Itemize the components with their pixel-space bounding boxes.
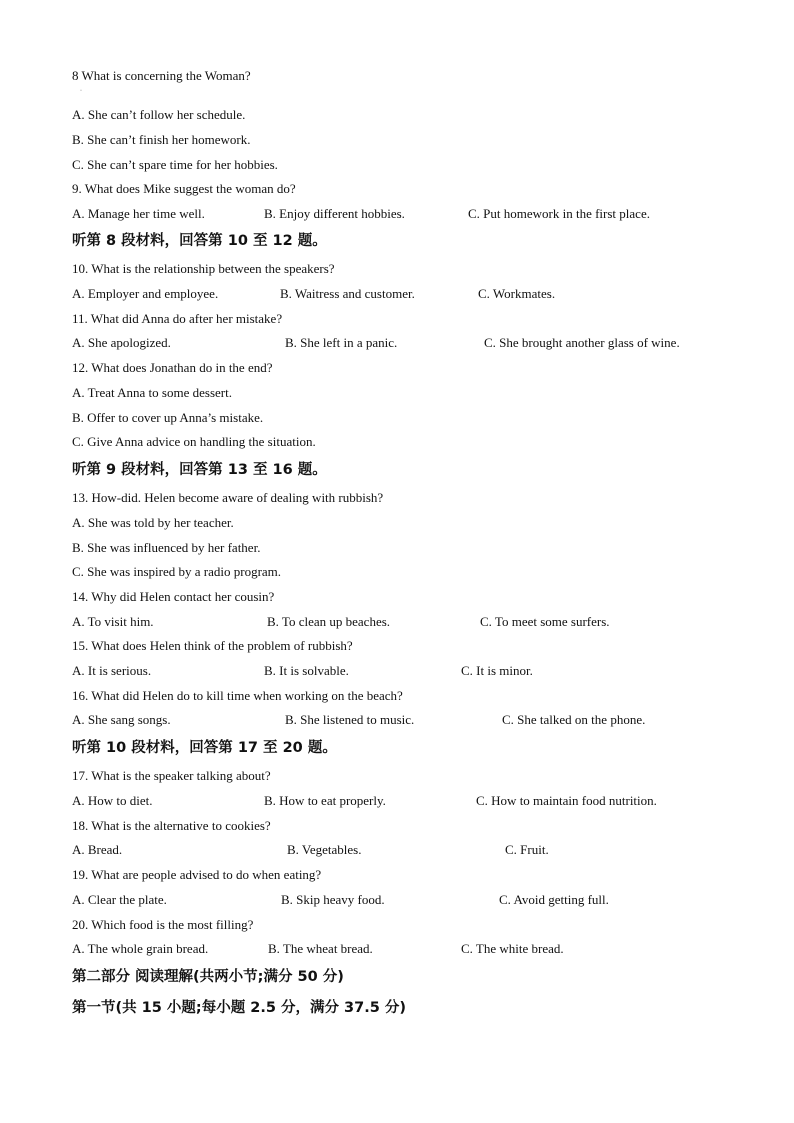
heading-passage-8: 听第 8 段材料，回答第 10 至 12 题。 [72,233,327,249]
question-11: 11. What did Anna do after her mistake? [72,311,283,326]
q14-option-c: C. To meet some surfers. [480,614,610,629]
question-9: 9. What does Mike suggest the woman do? [72,181,296,196]
q16-option-b: B. She listened to music. [285,712,415,727]
question-19: 19. What are people advised to do when eating? [72,867,322,882]
question-18: 18. What is the alternative to cookies? [72,818,271,833]
q8-option-a: A. She can’t follow her schedule. [72,107,246,122]
q17-option-a: A. How to diet. [72,793,153,808]
q12-option-b: B. Offer to cover up Anna’s mistake. [72,410,264,425]
q9-option-c: C. Put homework in the first place. [468,206,650,221]
q18-option-b: B. Vegetables. [287,842,362,857]
q17-option-b: B. How to eat properly. [264,793,386,808]
q15-option-c: C. It is minor. [461,663,533,678]
q20-option-c: C. The white bread. [461,941,564,956]
q12-option-c: C. Give Anna advice on handling the situation. [72,434,316,449]
q8-option-b: B. She can’t finish her homework. [72,132,251,147]
q17-option-c: C. How to maintain food nutrition. [476,793,657,808]
q9-option-b: B. Enjoy different hobbies. [264,206,405,221]
q12-option-a: A. Treat Anna to some dessert. [72,385,232,400]
heading-passage-10: 听第 10 段材料，回答第 17 至 20 题。 [72,740,337,756]
q10-option-a: A. Employer and employee. [72,286,219,301]
q14-option-a: A. To visit him. [72,614,154,629]
q9-option-a: A. Manage her time well. [72,206,205,221]
q16-option-a: A. She sang songs. [72,712,171,727]
q20-option-a: A. The whole grain bread. [72,941,209,956]
q13-option-b: B. She was influenced by her father. [72,540,261,555]
q11-option-a: A. She apologized. [72,335,171,350]
q11-option-b: B. She left in a panic. [285,335,398,350]
q15-option-b: B. It is solvable. [264,663,349,678]
q16-option-c: C. She talked on the phone. [502,712,646,727]
q19-option-a: A. Clear the plate. [72,892,167,907]
question-14: 14. Why did Helen contact her cousin? [72,589,275,604]
part-2-section-1-title: 第一节(共 15 小题;每小题 2.5 分，满分 37.5 分) [72,1000,406,1016]
q13-option-c: C. She was inspired by a radio program. [72,564,282,579]
q10-option-b: B. Waitress and customer. [280,286,415,301]
part-2-title: 第二部分 阅读理解(共两小节;满分 50 分) [72,969,344,985]
q19-option-c: C. Avoid getting full. [499,892,609,907]
q20-option-b: B. The wheat bread. [268,941,373,956]
q11-option-c: C. She brought another glass of wine. [484,335,680,350]
heading-passage-9: 听第 9 段材料，回答第 13 至 16 题。 [72,462,327,478]
q18-option-c: C. Fruit. [505,842,549,857]
q15-option-a: A. It is serious. [72,663,152,678]
question-8: 8 What is concerning the Woman? [72,68,251,83]
q18-option-a: A. Bread. [72,842,123,857]
question-15: 15. What does Helen think of the problem of rubbish? [72,638,353,653]
question-12: 12. What does Jonathan do in the end? [72,360,273,375]
question-17: 17. What is the speaker talking about? [72,768,271,783]
q10-option-c: C. Workmates. [478,286,556,301]
q8-option-c: C. She can’t spare time for her hobbies. [72,157,278,172]
question-10: 10. What is the relationship between the speakers? [72,261,335,276]
question-16: 16. What did Helen do to kill time when working on the beach? [72,688,403,703]
q19-option-b: B. Skip heavy food. [281,892,385,907]
question-13: 13. How-did. Helen become aware of dealing with rubbish? [72,490,384,505]
stray-dot: · [80,88,82,94]
q14-option-b: B. To clean up beaches. [267,614,391,629]
q13-option-a: A. She was told by her teacher. [72,515,234,530]
question-20: 20. Which food is the most filling? [72,917,254,932]
